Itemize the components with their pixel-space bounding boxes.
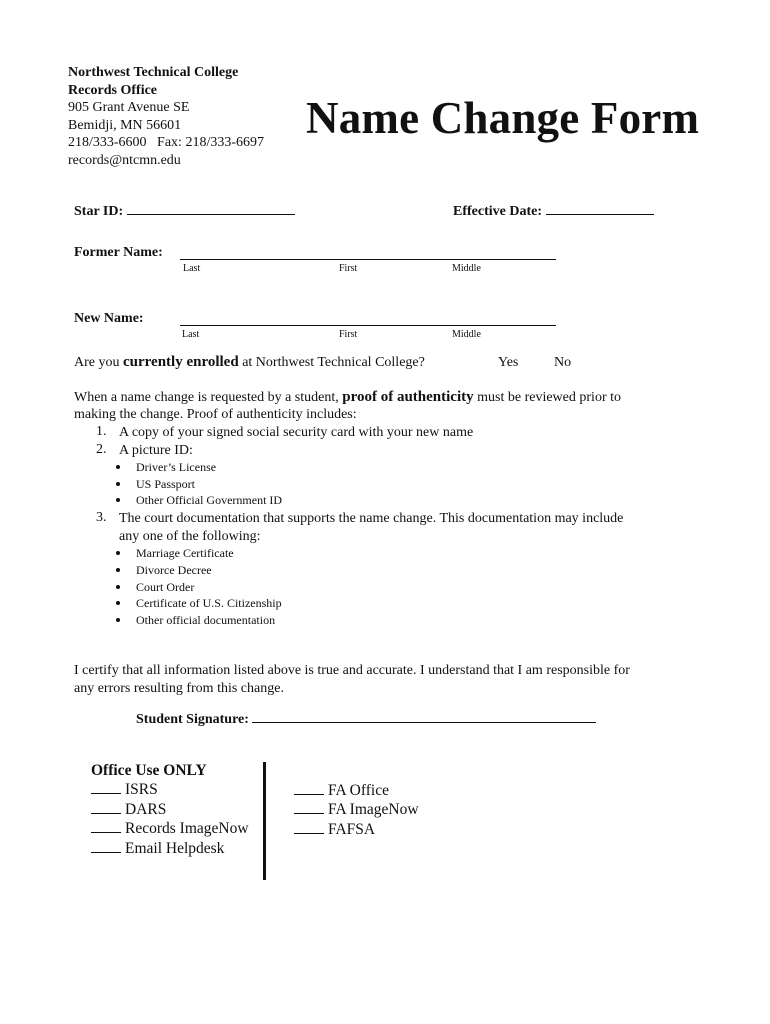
office-item-isrs[interactable] [91, 780, 249, 799]
office-item-fa-imagenow[interactable] [294, 800, 419, 819]
office-item-records-imagenow[interactable] [91, 819, 249, 838]
star-id-label: Star ID: [74, 204, 124, 219]
check-blank[interactable] [294, 782, 324, 795]
item-2-number: 2. [96, 442, 107, 457]
former-name-line[interactable] [180, 259, 556, 260]
enrolled-no-option[interactable]: No [554, 355, 572, 370]
bullet-icon [116, 498, 120, 502]
item-1-number: 1. [96, 424, 107, 439]
bullet-icon [116, 482, 120, 486]
former-middle-caption: Middle [452, 263, 481, 274]
doc-option-marriage: Marriage Certificate [136, 546, 234, 560]
bullet-icon [116, 601, 120, 605]
new-name-line[interactable] [180, 325, 556, 326]
bullet-icon [116, 551, 120, 555]
college-name: Northwest Technical College [68, 65, 239, 80]
effective-date-label: Effective Date: [453, 204, 543, 219]
star-id-field[interactable] [74, 202, 295, 220]
check-blank[interactable] [91, 840, 121, 853]
enrolled-suffix: at Northwest Technical College? [238, 355, 425, 370]
id-option-government-id: Other Official Government ID [136, 493, 283, 507]
certify-line-2: any errors resulting from this change. [74, 681, 284, 696]
enrolled-question [74, 354, 425, 372]
item-3-text-line-2: any one of the following: [119, 529, 261, 544]
bullet-icon [116, 568, 120, 572]
authenticity-emphasis: proof of authenticity [342, 389, 474, 405]
office-item-label: FA Office [328, 782, 389, 799]
star-id-line[interactable] [127, 202, 295, 215]
check-blank[interactable] [91, 801, 121, 814]
enrolled-yes-option[interactable]: Yes [498, 355, 519, 370]
office-item-label: Email Helpdesk [125, 839, 225, 857]
new-name-label: New Name: [74, 311, 144, 326]
enrolled-emphasis: currently enrolled [123, 354, 239, 370]
certify-line-1: I certify that all information listed above is true and accurate. I understand that I am responsible for [74, 663, 630, 678]
office-item-label: DARS [125, 800, 167, 818]
item-3-number: 3. [96, 510, 107, 525]
office-use-section [91, 761, 249, 858]
authenticity-line-1 [74, 389, 621, 407]
office-name: Records Office [68, 82, 158, 98]
office-item-label: ISRS [125, 781, 158, 799]
student-signature-field[interactable] [136, 710, 596, 728]
former-last-caption: Last [183, 263, 201, 274]
phone-fax: 218/333-6600 Fax: 218/333-6697 [68, 135, 264, 151]
doc-option-court-order: Court Order [136, 580, 195, 594]
office-item-dars[interactable] [91, 800, 249, 819]
enrolled-prefix: Are you [74, 355, 123, 370]
office-divider [263, 762, 266, 880]
doc-option-divorce: Divorce Decree [136, 563, 212, 577]
office-item-label: FAFSA [328, 820, 376, 838]
item-1-text: A copy of your signed social security card with your new name [119, 425, 474, 440]
former-name-label: Former Name: [74, 245, 163, 260]
signature-line[interactable] [252, 710, 596, 723]
office-item-email-helpdesk[interactable] [91, 839, 249, 858]
college-address-block [68, 64, 264, 170]
check-blank[interactable] [91, 781, 121, 794]
check-blank[interactable] [294, 821, 324, 834]
office-item-fa-office[interactable] [294, 781, 419, 800]
street-address: 905 Grant Avenue SE [68, 100, 190, 116]
id-option-drivers-license: Driver’s License [136, 460, 217, 474]
id-option-us-passport: US Passport [136, 477, 196, 491]
office-use-heading: Office Use ONLY [91, 762, 207, 779]
new-last-caption: Last [182, 329, 200, 340]
office-item-label: Records ImageNow [125, 820, 249, 838]
bullet-icon [116, 618, 120, 622]
bullet-icon [116, 585, 120, 589]
authenticity-prefix: When a name change is requested by a student, [74, 390, 343, 405]
office-item-label: FA ImageNow [328, 801, 419, 819]
email-address: records@ntcmn.edu [68, 152, 181, 168]
office-use-right-column [294, 781, 419, 839]
office-item-fafsa[interactable] [294, 820, 419, 839]
effective-date-field[interactable] [453, 202, 654, 220]
page-title: Name Change Form [306, 93, 700, 143]
new-middle-caption: Middle [452, 329, 481, 340]
doc-option-other: Other official documentation [136, 613, 276, 627]
check-blank[interactable] [294, 801, 324, 814]
bullet-icon [116, 465, 120, 469]
new-first-caption: First [339, 329, 358, 340]
item-2-text: A picture ID: [119, 443, 193, 458]
item-3-text-line-1: The court documentation that supports the name change. This documentation may include [119, 511, 624, 526]
doc-option-citizenship: Certificate of U.S. Citizenship [136, 596, 282, 610]
city-state-zip: Bemidji, MN 56601 [68, 117, 182, 133]
signature-label: Student Signature: [136, 712, 249, 727]
check-blank[interactable] [91, 820, 121, 833]
authenticity-line-2: making the change. Proof of authenticity includes: [74, 407, 357, 422]
effective-date-line[interactable] [546, 202, 654, 215]
authenticity-suffix: must be reviewed prior to [473, 390, 621, 405]
former-first-caption: First [339, 263, 358, 274]
